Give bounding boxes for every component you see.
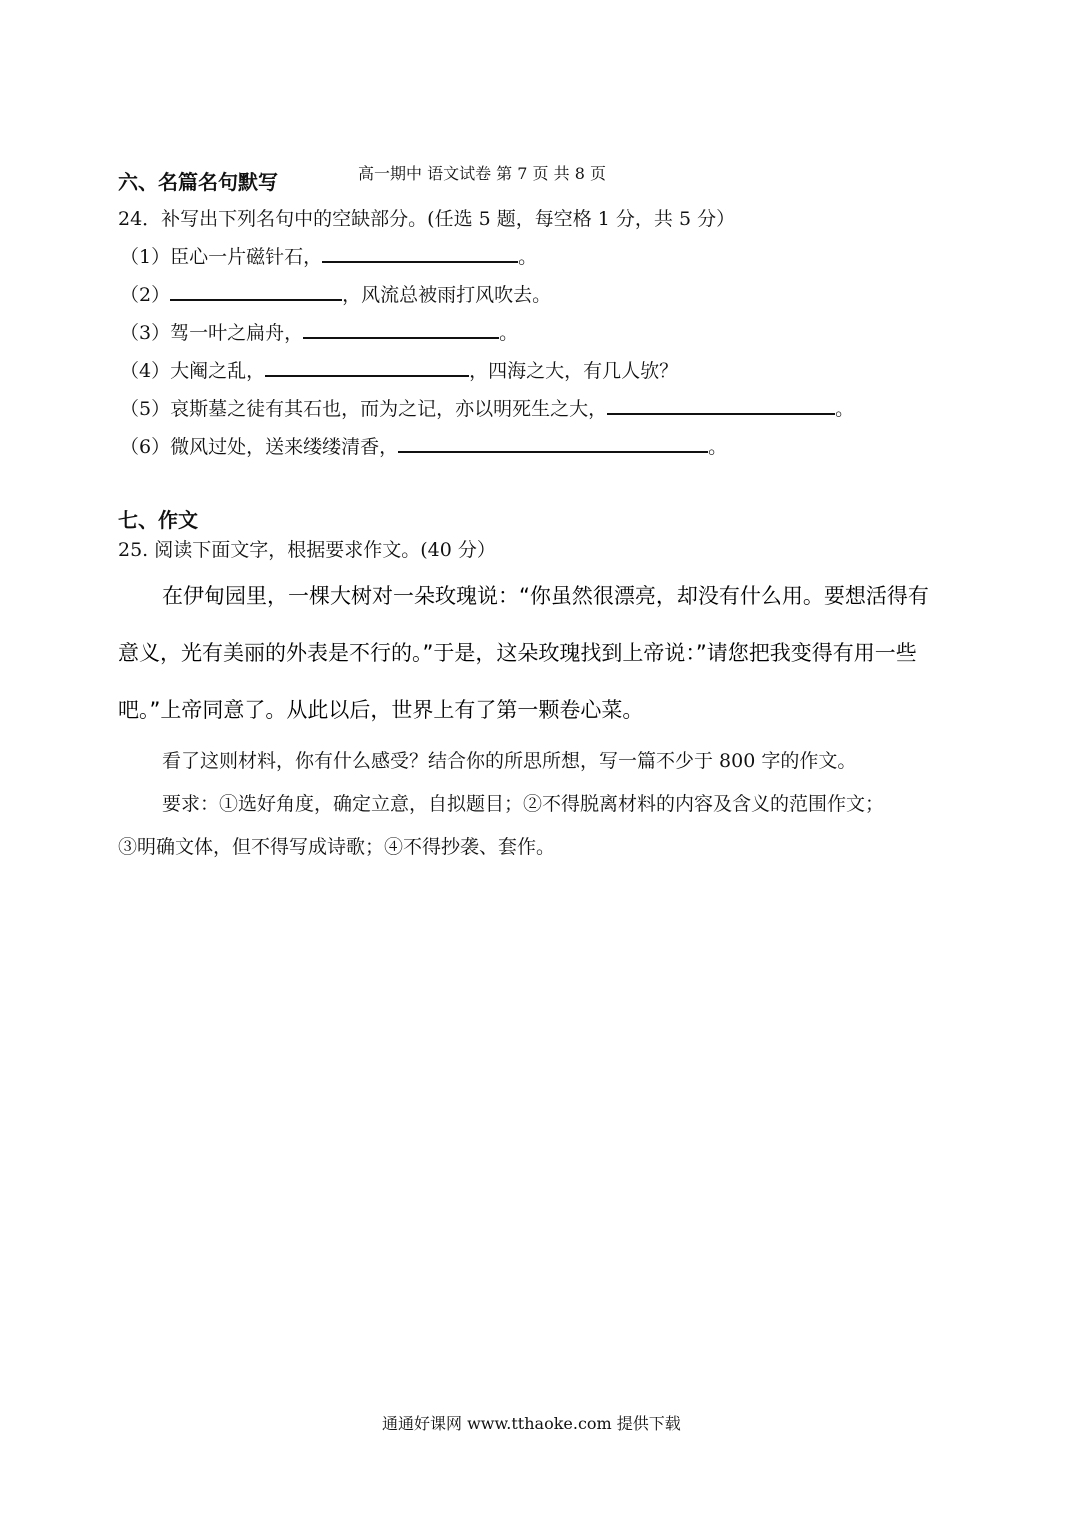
item-post-text: 。 — [708, 436, 728, 458]
fill-item-1 — [120, 242, 537, 269]
answer-blank[interactable] — [398, 433, 708, 453]
item-pre-text: 大阉之乱， — [170, 360, 266, 382]
fill-item-3 — [120, 318, 518, 345]
essay-requirements-line-1: 要求：①选好角度，确定立意，自拟题目；②不得脱离材料的内容及含义的范围作文； — [162, 793, 885, 815]
item-post-text: 。 — [518, 246, 538, 268]
fill-item-6 — [120, 432, 727, 459]
fill-item-2 — [120, 280, 551, 307]
answer-blank[interactable] — [607, 395, 835, 415]
material-line-1: 在伊甸园里，一棵大树对一朵玫瑰说：“你虽然很漂亮，却没有什么用。要想活得有 — [162, 584, 929, 608]
question-24: 24．补写出下列名句中的空缺部分。(任选 5 题，每空格 1 分，共 5 分） — [118, 208, 736, 230]
item-pre-text: 微风过处，送来缕缕清香， — [170, 436, 399, 458]
item-number: （2） — [120, 284, 171, 306]
answer-blank[interactable] — [322, 243, 518, 263]
section-7-title: 七、作文 — [118, 508, 198, 532]
answer-blank[interactable] — [303, 319, 499, 339]
section-6-title: 六、名篇名句默写 — [118, 170, 278, 194]
page-header-info: 高一期中 语文试卷 第 7 页 共 8 页 — [358, 164, 606, 183]
fill-item-5 — [120, 394, 854, 421]
item-pre-text: 臣心一片磁针石， — [170, 246, 323, 268]
material-line-2: 意义，光有美丽的外表是不行的。”于是，这朵玫瑰找到上帝说：”请您把我变得有用一些 — [118, 641, 917, 665]
item-number: （4） — [120, 360, 171, 382]
essay-prompt: 看了这则材料，你有什么感受？结合你的所思所想，写一篇不少于 800 字的作文。 — [162, 750, 857, 772]
answer-blank[interactable] — [265, 357, 469, 377]
item-number: （3） — [120, 322, 171, 344]
question-25: 25. 阅读下面文字，根据要求作文。(40 分） — [118, 539, 496, 561]
page-footer: 通通好课网 www.tthaoke.com 提供下载 — [382, 1414, 681, 1433]
item-pre-text: 哀斯墓之徒有其石也，而为之记，亦以明死生之大， — [170, 398, 608, 420]
item-post-text: ，四海之大，有几人欤？ — [469, 360, 679, 382]
item-post-text: 。 — [499, 322, 519, 344]
fill-item-4 — [120, 356, 678, 383]
item-number: （1） — [120, 246, 171, 268]
item-post-text: 。 — [835, 398, 855, 420]
item-number: （6） — [120, 436, 171, 458]
item-number: （5） — [120, 398, 171, 420]
material-line-3: 吧。”上帝同意了。从此以后，世界上有了第一颗卷心菜。 — [118, 698, 644, 722]
item-pre-text: 驾一叶之扁舟， — [170, 322, 304, 344]
answer-blank[interactable] — [170, 281, 342, 301]
item-post-text: ，风流总被雨打风吹去。 — [342, 284, 552, 306]
essay-requirements-line-2: ③明确文体，但不得写成诗歌；④不得抄袭、套作。 — [118, 836, 556, 858]
